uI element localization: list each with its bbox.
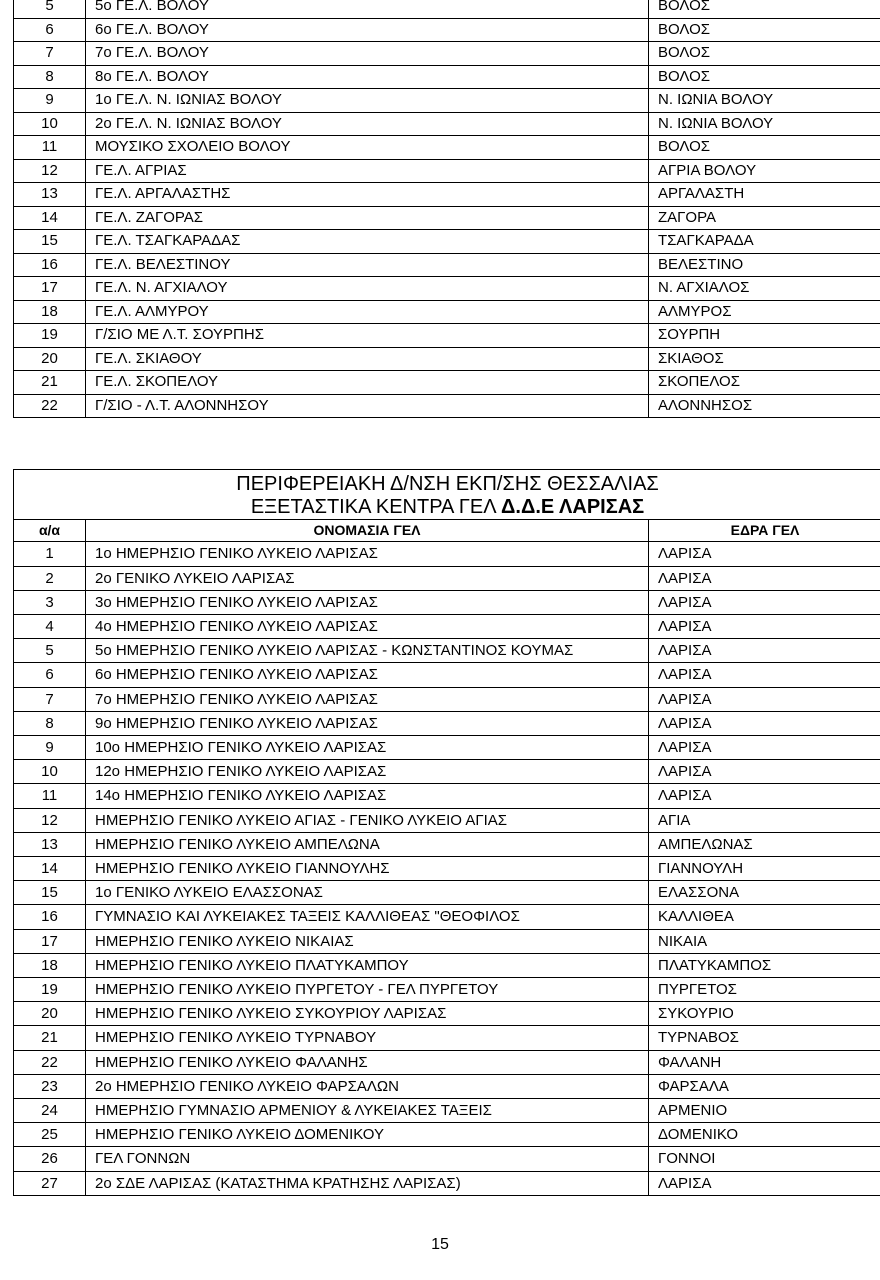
school-seat: ΒΟΛΟΣ	[649, 18, 880, 42]
row-number: 21	[14, 371, 86, 395]
school-name: 5ο ΗΜΕΡΗΣΙΟ ΓΕΝΙΚΟ ΛΥΚΕΙΟ ΛΑΡΙΣΑΣ - ΚΩΝΣΤΑΝΤΙΝΟΣ ΚΟΥΜΑΣ	[86, 639, 649, 663]
school-name: 1ο ΗΜΕΡΗΣΙΟ ΓΕΝΙΚΟ ΛΥΚΕΙΟ ΛΑΡΙΣΑΣ	[86, 542, 649, 566]
school-seat: ΛΑΡΙΣΑ	[649, 566, 880, 590]
school-seat: ΦΑΛΑΝΗ	[649, 1050, 880, 1074]
title-bold-region: Δ.Δ.Ε ΛΑΡΙΣΑΣ	[501, 496, 645, 519]
table-row	[14, 347, 880, 371]
table-row	[14, 1147, 880, 1171]
school-name: 5ο ΓΕ.Λ. ΒΟΛΟΥ	[86, 0, 649, 18]
school-name: 6ο ΗΜΕΡΗΣΙΟ ΓΕΝΙΚΟ ΛΥΚΕΙΟ ΛΑΡΙΣΑΣ	[86, 663, 649, 687]
school-name: ΗΜΕΡΗΣΙΟ ΓΕΝΙΚΟ ΛΥΚΕΙΟ ΤΥΡΝΑΒΟΥ	[86, 1026, 649, 1050]
school-name: ΗΜΕΡΗΣΙΟ ΓΕΝΙΚΟ ΛΥΚΕΙΟ ΦΑΛΑΝΗΣ	[86, 1050, 649, 1074]
row-number: 13	[14, 183, 86, 207]
school-name: ΜΟΥΣΙΚΟ ΣΧΟΛΕΙΟ ΒΟΛΟΥ	[86, 136, 649, 160]
table-row	[14, 978, 880, 1002]
school-name: ΓΕ.Λ. ΣΚΙΑΘΟΥ	[86, 347, 649, 371]
table-row	[14, 253, 880, 277]
row-number: 11	[14, 136, 86, 160]
row-number: 11	[14, 784, 86, 808]
table-row	[14, 183, 880, 207]
school-name: 2ο ΓΕ.Λ. Ν. ΙΩΝΙΑΣ ΒΟΛΟΥ	[86, 112, 649, 136]
row-number: 15	[14, 881, 86, 905]
table-row	[14, 112, 880, 136]
table-row	[14, 953, 880, 977]
table-row	[14, 42, 880, 66]
row-number: 25	[14, 1123, 86, 1147]
table-row	[14, 89, 880, 113]
school-seat: ΣΚΟΠΕΛΟΣ	[649, 371, 880, 395]
school-name: 1ο ΓΕΝΙΚΟ ΛΥΚΕΙΟ ΕΛΑΣΣΟΝΑΣ	[86, 881, 649, 905]
table-row	[14, 590, 880, 614]
school-seat: ΖΑΓΟΡΑ	[649, 206, 880, 230]
school-seat: ΒΟΛΟΣ	[649, 0, 880, 18]
table-row	[14, 736, 880, 760]
table-row	[14, 832, 880, 856]
school-name: ΓΕ.Λ. ΖΑΓΟΡΑΣ	[86, 206, 649, 230]
school-name: ΓΕ.Λ. Ν. ΑΓΧΙΑΛΟΥ	[86, 277, 649, 301]
school-seat: ΛΑΡΙΣΑ	[649, 639, 880, 663]
row-number: 7	[14, 42, 86, 66]
school-seat: ΤΥΡΝΑΒΟΣ	[649, 1026, 880, 1050]
row-number: 5	[14, 0, 86, 18]
table-row	[14, 1026, 880, 1050]
table-row	[14, 206, 880, 230]
row-number: 27	[14, 1171, 86, 1195]
row-number: 26	[14, 1147, 86, 1171]
school-seat: ΛΑΡΙΣΑ	[649, 615, 880, 639]
table-row	[14, 808, 880, 832]
row-number: 6	[14, 18, 86, 42]
larisa-table-head	[14, 470, 880, 542]
row-number: 9	[14, 89, 86, 113]
school-seat: ΒΟΛΟΣ	[649, 65, 880, 89]
school-seat: ΒΟΛΟΣ	[649, 42, 880, 66]
table-row	[14, 1050, 880, 1074]
row-number: 8	[14, 65, 86, 89]
table-row	[14, 784, 880, 808]
volos-schools-table	[13, 0, 880, 418]
header-num: α/α	[14, 520, 86, 542]
table-row	[14, 542, 880, 566]
row-number: 10	[14, 760, 86, 784]
school-seat: ΝΙΚΑΙΑ	[649, 929, 880, 953]
table-row	[14, 929, 880, 953]
table-row	[14, 711, 880, 735]
row-number: 18	[14, 953, 86, 977]
school-name: 4ο ΗΜΕΡΗΣΙΟ ΓΕΝΙΚΟ ΛΥΚΕΙΟ ΛΑΡΙΣΑΣ	[86, 615, 649, 639]
table-row	[14, 663, 880, 687]
table-row	[14, 760, 880, 784]
table-row	[14, 324, 880, 348]
row-number: 14	[14, 857, 86, 881]
row-number: 9	[14, 736, 86, 760]
row-number: 2	[14, 566, 86, 590]
school-seat: ΚΑΛΛΙΘΕΑ	[649, 905, 880, 929]
school-name: 9ο ΗΜΕΡΗΣΙΟ ΓΕΝΙΚΟ ΛΥΚΕΙΟ ΛΑΡΙΣΑΣ	[86, 711, 649, 735]
school-name: 1ο ΓΕ.Λ. Ν. ΙΩΝΙΑΣ ΒΟΛΟΥ	[86, 89, 649, 113]
school-name: 6ο ΓΕ.Λ. ΒΟΛΟΥ	[86, 18, 649, 42]
school-name: ΓΕ.Λ. ΑΓΡΙΑΣ	[86, 159, 649, 183]
table-row	[14, 1123, 880, 1147]
school-name: ΗΜΕΡΗΣΙΟ ΓΕΝΙΚΟ ΛΥΚΕΙΟ ΣΥΚΟΥΡΙΟΥ ΛΑΡΙΣΑΣ	[86, 1002, 649, 1026]
school-name: ΗΜΕΡΗΣΙΟ ΓΕΝΙΚΟ ΛΥΚΕΙΟ ΓΙΑΝΝΟΥΛΗΣ	[86, 857, 649, 881]
school-seat: Ν. ΙΩΝΙΑ ΒΟΛΟΥ	[649, 112, 880, 136]
larisa-schools-body	[14, 542, 880, 1195]
row-number: 1	[14, 542, 86, 566]
school-name: 7ο ΓΕ.Λ. ΒΟΛΟΥ	[86, 42, 649, 66]
table-row	[14, 159, 880, 183]
school-name: ΓΕ.Λ. ΒΕΛΕΣΤΙΝΟΥ	[86, 253, 649, 277]
school-seat: ΦΑΡΣΑΛΑ	[649, 1074, 880, 1098]
row-number: 20	[14, 1002, 86, 1026]
table-row	[14, 18, 880, 42]
header-seat: ΕΔΡΑ ΓΕΛ	[649, 520, 880, 542]
row-number: 14	[14, 206, 86, 230]
school-name: ΗΜΕΡΗΣΙΟ ΓΥΜΝΑΣΙΟ ΑΡΜΕΝΙΟΥ & ΛΥΚΕΙΑΚΕΣ ΤΑΞΕΙΣ	[86, 1099, 649, 1123]
row-number: 3	[14, 590, 86, 614]
school-name: ΗΜΕΡΗΣΙΟ ΓΕΝΙΚΟ ΛΥΚΕΙΟ ΝΙΚΑΙΑΣ	[86, 929, 649, 953]
school-seat: ΠΥΡΓΕΤΟΣ	[649, 978, 880, 1002]
row-number: 18	[14, 300, 86, 324]
school-seat: ΑΓΡΙΑ ΒΟΛΟΥ	[649, 159, 880, 183]
school-seat: ΠΛΑΤΥΚΑΜΠΟΣ	[649, 953, 880, 977]
school-name: ΓΕΛ ΓΟΝΝΩΝ	[86, 1147, 649, 1171]
school-seat: ΣΚΙΑΘΟΣ	[649, 347, 880, 371]
row-number: 19	[14, 978, 86, 1002]
table-row	[14, 394, 880, 418]
row-number: 22	[14, 1050, 86, 1074]
school-seat: Ν. ΑΓΧΙΑΛΟΣ	[649, 277, 880, 301]
school-seat: ΤΣΑΓΚΑΡΑΔΑ	[649, 230, 880, 254]
school-name: 14ο ΗΜΕΡΗΣΙΟ ΓΕΝΙΚΟ ΛΥΚΕΙΟ ΛΑΡΙΣΑΣ	[86, 784, 649, 808]
school-seat: ΑΛΜΥΡΟΣ	[649, 300, 880, 324]
school-seat: ΛΑΡΙΣΑ	[649, 590, 880, 614]
row-number: 10	[14, 112, 86, 136]
row-number: 17	[14, 929, 86, 953]
row-number: 19	[14, 324, 86, 348]
school-seat: ΑΡΓΑΛΑΣΤΗ	[649, 183, 880, 207]
school-name: ΗΜΕΡΗΣΙΟ ΓΕΝΙΚΟ ΛΥΚΕΙΟ ΔΟΜΕΝΙΚΟΥ	[86, 1123, 649, 1147]
school-seat: ΕΛΑΣΣΟΝΑ	[649, 881, 880, 905]
school-seat: ΛΑΡΙΣΑ	[649, 1171, 880, 1195]
school-name: ΗΜΕΡΗΣΙΟ ΓΕΝΙΚΟ ΛΥΚΕΙΟ ΠΥΡΓΕΤΟΥ - ΓΕΛ ΠΥΡΓΕΤΟΥ	[86, 978, 649, 1002]
table-title-line2	[14, 496, 880, 520]
school-seat: ΒΕΛΕΣΤΙΝΟ	[649, 253, 880, 277]
school-name: 12ο ΗΜΕΡΗΣΙΟ ΓΕΝΙΚΟ ΛΥΚΕΙΟ ΛΑΡΙΣΑΣ	[86, 760, 649, 784]
school-name: Γ/ΣΙΟ ΜΕ Λ.Τ. ΣΟΥΡΠΗΣ	[86, 324, 649, 348]
table-row	[14, 230, 880, 254]
table-row	[14, 857, 880, 881]
table-row	[14, 639, 880, 663]
school-seat: ΑΡΜΕΝΙΟ	[649, 1099, 880, 1123]
school-seat: Ν. ΙΩΝΙΑ ΒΟΛΟΥ	[649, 89, 880, 113]
school-name: 2ο ΓΕΝΙΚΟ ΛΥΚΕΙΟ ΛΑΡΙΣΑΣ	[86, 566, 649, 590]
school-name: ΓΕ.Λ. ΤΣΑΓΚΑΡΑΔΑΣ	[86, 230, 649, 254]
table-row	[14, 905, 880, 929]
table-title-line1: ΠΕΡΙΦΕΡΕΙΑΚΗ Δ/ΝΣΗ ΕΚΠ/ΣΗΣ ΘΕΣΣΑΛΙΑΣ	[14, 470, 880, 497]
school-name: ΗΜΕΡΗΣΙΟ ΓΕΝΙΚΟ ΛΥΚΕΙΟ ΠΛΑΤΥΚΑΜΠΟΥ	[86, 953, 649, 977]
school-seat: ΑΜΠΕΛΩΝΑΣ	[649, 832, 880, 856]
school-seat: ΣΥΚΟΥΡΙΟ	[649, 1002, 880, 1026]
row-number: 12	[14, 159, 86, 183]
table-row	[14, 1002, 880, 1026]
header-name: ΟΝΟΜΑΣΙΑ ΓΕΛ	[86, 520, 649, 542]
table-row	[14, 687, 880, 711]
school-seat: ΑΛΟΝΝΗΣΟΣ	[649, 394, 880, 418]
row-number: 20	[14, 347, 86, 371]
school-seat: ΛΑΡΙΣΑ	[649, 736, 880, 760]
school-name: ΓΕ.Λ. ΣΚΟΠΕΛΟΥ	[86, 371, 649, 395]
school-name: ΗΜΕΡΗΣΙΟ ΓΕΝΙΚΟ ΛΥΚΕΙΟ ΑΜΠΕΛΩΝΑ	[86, 832, 649, 856]
school-seat: ΣΟΥΡΠΗ	[649, 324, 880, 348]
table-row	[14, 566, 880, 590]
row-number: 21	[14, 1026, 86, 1050]
table-row	[14, 1171, 880, 1195]
row-number: 22	[14, 394, 86, 418]
row-number: 8	[14, 711, 86, 735]
school-name: 3ο ΗΜΕΡΗΣΙΟ ΓΕΝΙΚΟ ΛΥΚΕΙΟ ΛΑΡΙΣΑΣ	[86, 590, 649, 614]
school-name: Γ/ΣΙΟ - Λ.Τ. ΑΛΟΝΝΗΣΟΥ	[86, 394, 649, 418]
school-seat: ΔΟΜΕΝΙΚΟ	[649, 1123, 880, 1147]
row-number: 24	[14, 1099, 86, 1123]
row-number: 17	[14, 277, 86, 301]
school-name: 2ο ΗΜΕΡΗΣΙΟ ΓΕΝΙΚΟ ΛΥΚΕΙΟ ΦΑΡΣΑΛΩΝ	[86, 1074, 649, 1098]
school-seat: ΓΙΑΝΝΟΥΛΗ	[649, 857, 880, 881]
school-seat: ΛΑΡΙΣΑ	[649, 542, 880, 566]
school-name: ΗΜΕΡΗΣΙΟ ΓΕΝΙΚΟ ΛΥΚΕΙΟ ΑΓΙΑΣ - ΓΕΝΙΚΟ ΛΥΚΕΙΟ ΑΓΙΑΣ	[86, 808, 649, 832]
school-name: 8ο ΓΕ.Λ. ΒΟΛΟΥ	[86, 65, 649, 89]
page-number: 15	[431, 1236, 449, 1253]
row-number: 4	[14, 615, 86, 639]
row-number: 23	[14, 1074, 86, 1098]
larisa-schools-table	[13, 469, 880, 1196]
row-number: 6	[14, 663, 86, 687]
school-seat: ΛΑΡΙΣΑ	[649, 663, 880, 687]
table-row	[14, 65, 880, 89]
school-name: ΓΕ.Λ. ΑΛΜΥΡΟΥ	[86, 300, 649, 324]
table-row	[14, 1099, 880, 1123]
row-number: 15	[14, 230, 86, 254]
table-row	[14, 371, 880, 395]
school-seat: ΛΑΡΙΣΑ	[649, 760, 880, 784]
school-name: 7ο ΗΜΕΡΗΣΙΟ ΓΕΝΙΚΟ ΛΥΚΕΙΟ ΛΑΡΙΣΑΣ	[86, 687, 649, 711]
school-name: ΓΥΜΝΑΣΙΟ ΚΑΙ ΛΥΚΕΙΑΚΕΣ ΤΑΞΕΙΣ ΚΑΛΛΙΘΕΑΣ "ΘΕΟΦΙΛΟΣ	[86, 905, 649, 929]
row-number: 12	[14, 808, 86, 832]
title-prefix: ΕΞΕΤΑΣΤΙΚΑ ΚΕΝΤΡΑ ΓΕΛ	[250, 496, 502, 519]
row-number: 16	[14, 253, 86, 277]
table-row	[14, 136, 880, 160]
school-seat: ΛΑΡΙΣΑ	[649, 784, 880, 808]
school-name: 10ο ΗΜΕΡΗΣΙΟ ΓΕΝΙΚΟ ΛΥΚΕΙΟ ΛΑΡΙΣΑΣ	[86, 736, 649, 760]
school-name: 2ο ΣΔΕ ΛΑΡΙΣΑΣ (ΚΑΤΑΣΤΗΜΑ ΚΡΑΤΗΣΗΣ ΛΑΡΙΣΑΣ)	[86, 1171, 649, 1195]
table-row	[14, 615, 880, 639]
school-seat: ΓΟΝΝΟΙ	[649, 1147, 880, 1171]
volos-schools-body	[14, 0, 880, 418]
school-seat: ΛΑΡΙΣΑ	[649, 711, 880, 735]
row-number: 5	[14, 639, 86, 663]
table-row	[14, 277, 880, 301]
table-row	[14, 0, 880, 18]
table-row	[14, 1074, 880, 1098]
row-number: 13	[14, 832, 86, 856]
row-number: 16	[14, 905, 86, 929]
table-row	[14, 300, 880, 324]
school-seat: ΛΑΡΙΣΑ	[649, 687, 880, 711]
school-seat: ΑΓΙΑ	[649, 808, 880, 832]
school-name: ΓΕ.Λ. ΑΡΓΑΛΑΣΤΗΣ	[86, 183, 649, 207]
school-seat: ΒΟΛΟΣ	[649, 136, 880, 160]
table-row	[14, 881, 880, 905]
row-number: 7	[14, 687, 86, 711]
